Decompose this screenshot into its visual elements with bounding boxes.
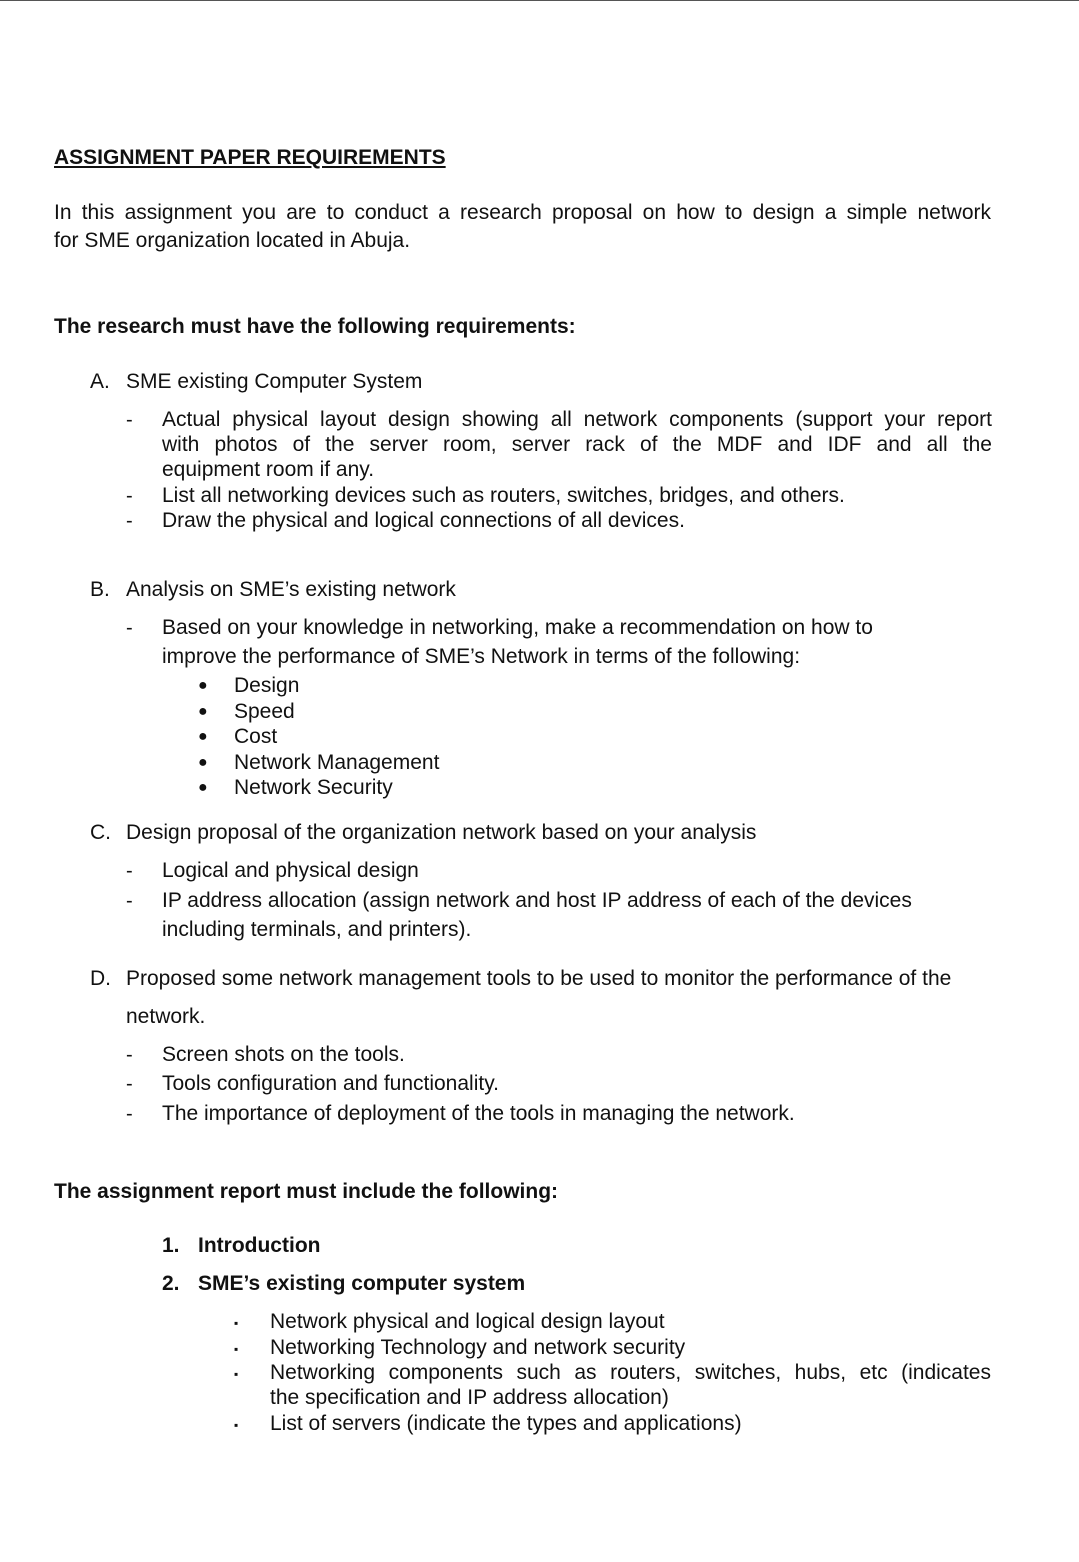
dash-marker: - [126,860,133,882]
section-c-title: Design proposal of the organization network based on your analysis [126,821,757,844]
report-heading: The assignment report must include the following: [54,1180,559,1203]
section-d-item-3: The importance of deployment of the tools in managing the network. [162,1102,795,1125]
section-b-item-1-line-2: improve the performance of SME’s Network in terms of the following: [162,645,801,668]
section-d-title-line-2: network. [126,1005,206,1028]
top-border-rule [0,0,1079,1]
section-c-item-2-line-1: IP address allocation (assign network and host IP address of each of the devices [162,889,912,912]
section-c-item-2-line-2: including terminals, and printers). [162,918,472,941]
bullet-network-management: Network Management [234,751,440,774]
section-a-item-1-line-2: with photos of the server room, server rack of the MDF and IDF and all the [162,433,992,456]
section-b-marker: B. [90,578,110,601]
section-a-item-2: List all networking devices such as routers, switches, bridges, and others. [162,484,845,507]
section-a-item-1-line-3: equipment room if any. [162,458,375,481]
square-bullet-marker: ▪ [234,1316,239,1330]
report-subitem-2: Networking Technology and network security [270,1336,686,1359]
square-bullet-marker: ▪ [234,1418,239,1432]
report-subitem-1: Network physical and logical design layout [270,1310,665,1333]
intro-line-1: In this assignment you are to conduct a research proposal on how to design a simple network [54,201,991,224]
dash-marker: - [126,1073,133,1095]
bullet-cost: Cost [234,725,278,748]
section-a-item-3: Draw the physical and logical connections of all devices. [162,509,685,532]
square-bullet-marker: ▪ [234,1342,239,1356]
dash-marker: - [126,1044,133,1066]
bullet-marker: ● [198,677,208,694]
bullet-speed: Speed [234,700,295,723]
square-bullet-marker: ▪ [234,1367,239,1381]
intro-line-2: for SME organization located in Abuja. [54,229,411,252]
report-subitem-3-line-1: Networking components such as routers, switches, hubs, etc (indicates [270,1361,991,1384]
research-heading: The research must have the following requirements: [54,315,576,338]
dash-marker: - [126,617,133,639]
report-list-introduction: Introduction [198,1234,321,1257]
dash-marker: - [126,890,133,912]
section-d-item-2: Tools configuration and functionality. [162,1072,499,1095]
bullet-marker: ● [198,728,208,745]
report-list-number-1: 1. [162,1234,180,1257]
report-subitem-4: List of servers (indicate the types and applications) [270,1412,742,1435]
dash-marker: - [126,510,133,532]
section-a-marker: A. [90,370,110,393]
bullet-network-security: Network Security [234,776,393,799]
page-title: ASSIGNMENT PAPER REQUIREMENTS [54,146,446,169]
dash-marker: - [126,1103,133,1125]
section-c-marker: C. [90,821,111,844]
report-subitem-3-line-2: the specification and IP address allocation) [270,1386,669,1409]
report-list-existing-system: SME’s existing computer system [198,1272,526,1295]
dash-marker: - [126,485,133,507]
section-a-title: SME existing Computer System [126,370,423,393]
bullet-marker: ● [198,754,208,771]
section-b-item-1-line-1: Based on your knowledge in networking, make a recommendation on how to [162,616,873,639]
section-c-item-1: Logical and physical design [162,859,419,882]
report-list-number-2: 2. [162,1272,180,1295]
bullet-marker: ● [198,703,208,720]
section-b-title: Analysis on SME’s existing network [126,578,456,601]
section-a-item-1-line-1: Actual physical layout design showing all network components (support your report [162,408,992,431]
bullet-design: Design [234,674,300,697]
section-d-title-line-1: Proposed some network management tools to be used to monitor the performance of the [126,967,952,990]
bullet-marker: ● [198,779,208,796]
dash-marker: - [126,409,133,431]
section-d-marker: D. [90,967,111,990]
section-d-item-1: Screen shots on the tools. [162,1043,405,1066]
